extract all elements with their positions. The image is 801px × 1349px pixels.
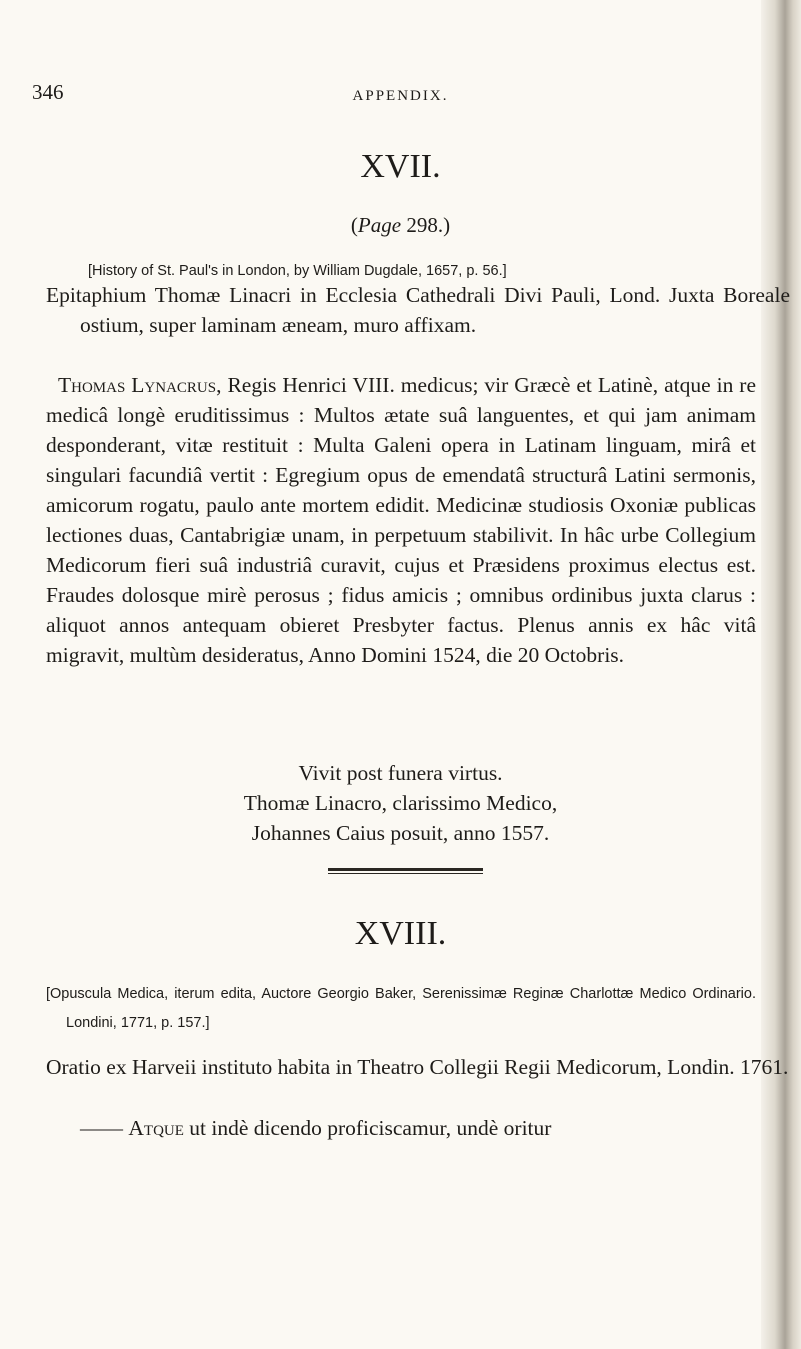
page-ref-number: 298.): [406, 213, 451, 237]
page-ref-prefix: (: [350, 213, 358, 237]
section-title-xviii: XVIII.: [354, 915, 447, 952]
oration-opening-text: ut indè dicendo proficiscamur, undè oritur: [183, 1116, 552, 1140]
epitaph-name: Thomas Lynacrus,: [58, 373, 222, 397]
oration-dash: ——: [80, 1116, 123, 1140]
source-citation-xviii: [Opuscula Medica, iterum edita, Auctore Georgio Baker, Serenissimæ Reginæ Charlottæ Medico Ordinario. Londini, 1771, p. 157.]: [46, 986, 756, 1031]
epitaph-paragraph: [46, 370, 756, 670]
source-citation-xvii: [History of St. Paul's in London, by William Dugdale, 1657, p. 56.]: [88, 263, 507, 279]
intro-paragraph-xvii: Epitaphium Thomæ Linacri in Ecclesia Cathedrali Divi Pauli, Lond. Juxta Boreale ostium, super laminam æneam, muro affixam.: [46, 283, 790, 337]
closing-line-1: Vivit post funera virtus.: [298, 761, 503, 785]
epitaph-text: Regis Henrici VIII. medicus; vir Græcè et Latinè, atque in re medicâ longè eruditissimus : Multos ætate suâ languentes, et qui jam animam desponderant, vitæ restituit : Multa Galeni opera in Latinam linguam, mirâ et singulari facundiâ vertit : Egregium opus de emendatâ structurâ Latini sermonis, amicorum rogatu, paulo ante mortem edidit. Medicinæ studiosis Oxoniæ publicas lectiones duas, Cantabrigiæ unam, in perpetuum stabilivit. In hâc urbe Collegium Medicorum fieri suâ industriâ curavit, cujus et Præsidens proximus electus est. Fraudes dolosque mirè perosus ; fidus amicis ; omnibus ordinibus juxta clarus : aliquot annos antequam obieret Presbyter factus. Plenus annis ex hâc vitâ migravit, multùm desideratus, Anno Domini 1524, die 20 Octobris.: [46, 373, 756, 667]
page-reference: [0, 213, 801, 238]
running-head: APPENDIX.: [352, 88, 449, 104]
page-ref-word: Page: [357, 213, 402, 237]
section-divider-rule-thin: [328, 873, 483, 874]
section-divider-rule: [328, 868, 483, 871]
book-spine-shadow: [761, 0, 801, 1349]
oration-opening: [80, 1113, 756, 1143]
closing-line-2: Thomæ Linacro, clarissimo Medico,: [243, 791, 558, 815]
page-number: 346: [32, 80, 64, 104]
intro-paragraph-xviii: Oratio ex Harveii instituto habita in Theatro Collegii Regii Medicorum, Londin. 1761.: [46, 1055, 789, 1079]
closing-line-3: Johannes Caius posuit, anno 1557.: [251, 821, 550, 845]
section-title-xvii: XVII.: [360, 148, 441, 185]
oration-opening-word: Atque: [128, 1116, 184, 1140]
